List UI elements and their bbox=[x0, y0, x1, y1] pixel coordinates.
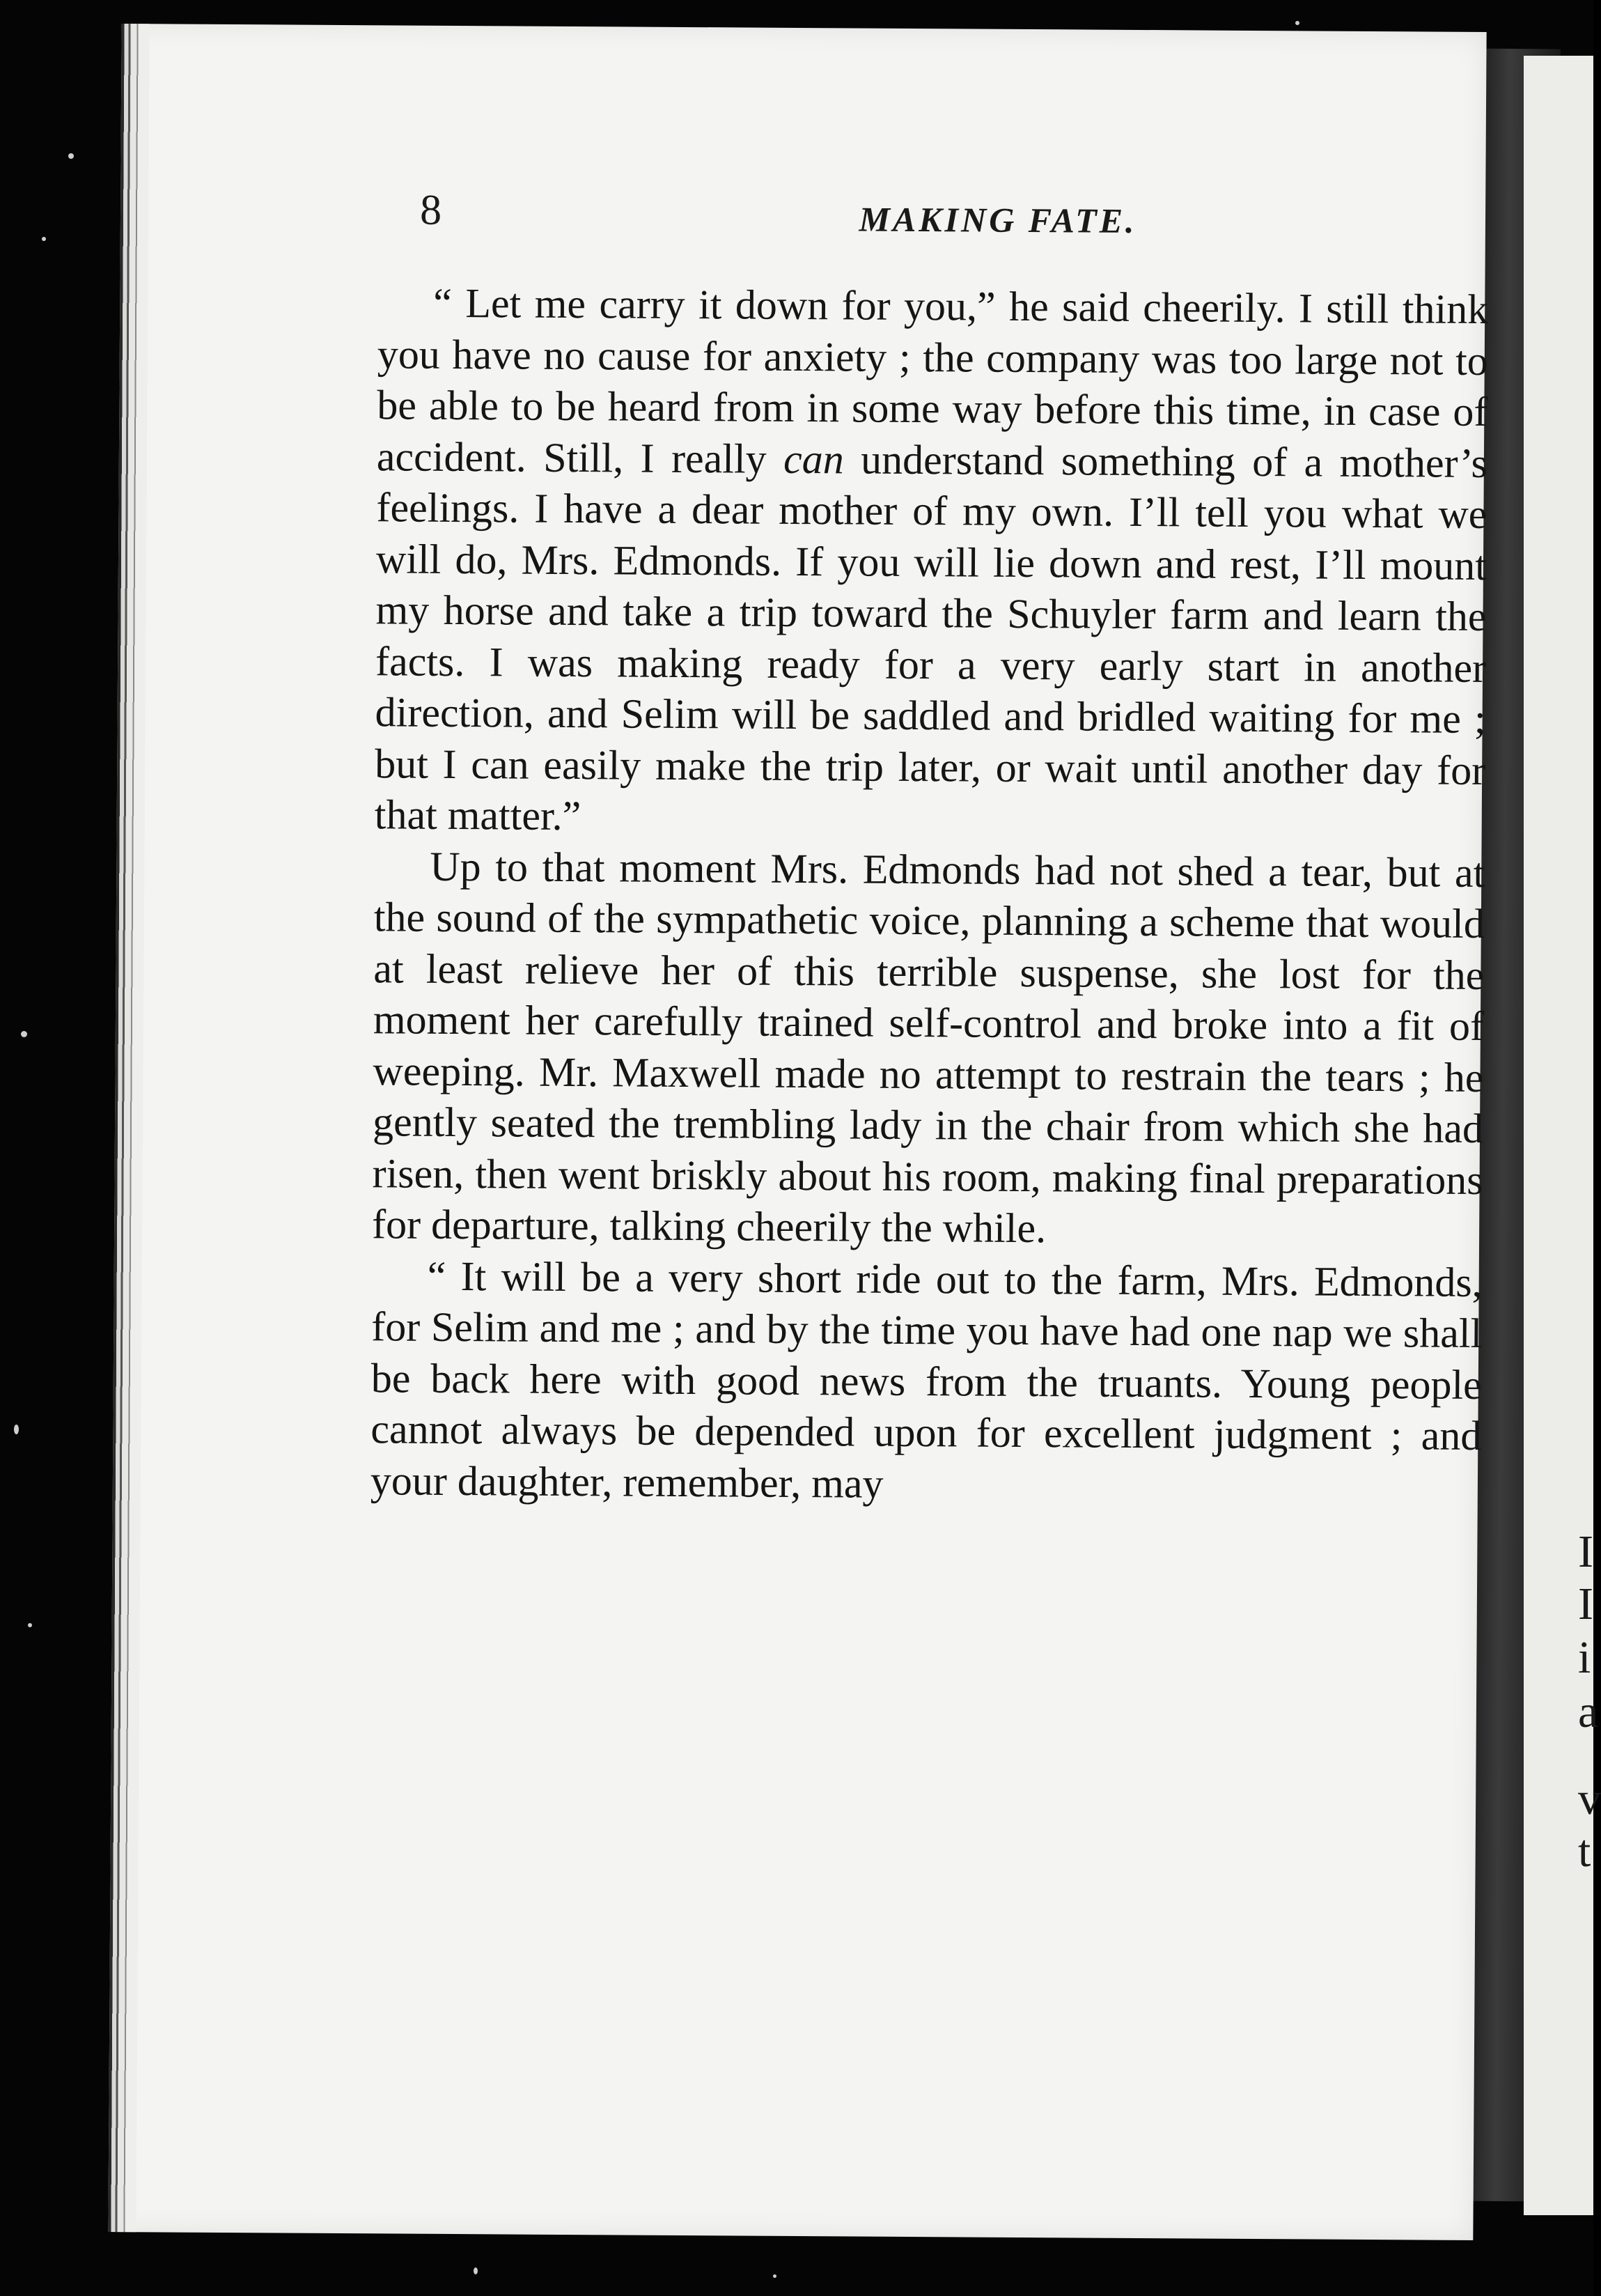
scan-speck bbox=[21, 1031, 27, 1037]
facing-page-fragment: v bbox=[1578, 1774, 1601, 1824]
paragraph-text: understand something of a mother’s feelings. I have a dear mother of my own. I’ll tell you what we will do, Mrs. Edmonds. If you will lie down and rest, I’ll mount my horse and take a trip toward the Schuyler farm and learn the facts. I was making ready for a very early start in another direction, and Selim will be saddled and bridled waiting for me ; but I can easily make the trip later, or wait until another day for that matter.” bbox=[374, 435, 1488, 839]
emphasized-word: can bbox=[783, 435, 844, 482]
paragraph: “ It will be a very short ride out to the farm, Mrs. Edmonds, for Selim and me ; and by the time you have had one nap we shall be back here with good news from the truants. Young people cannot always be depended upon for excellent judgment ; and your daughter, remember, may bbox=[370, 1252, 1483, 1507]
book-page bbox=[108, 24, 1489, 2240]
scan-speck bbox=[14, 1425, 19, 1434]
scan-speck bbox=[28, 1623, 32, 1627]
facing-page-fragment: I bbox=[1578, 1526, 1593, 1577]
scan-speck bbox=[1295, 21, 1299, 25]
facing-page-fragment: i bbox=[1578, 1632, 1591, 1683]
paragraph: Up to that moment Mrs. Edmonds had not shed a tear, but at the sound of the sympathetic voice, planning a scheme that would at least relieve her of this terrible suspense, she lost for the moment her carefully trained self-control and broke into a fit of weeping. Mr. Maxwell made no attempt to restrain the tears ; he gently seated the trembling lady in the chair from which she had risen, then went briskly about his room, making final preparations for departure, talking cheerily the while. bbox=[371, 843, 1485, 1252]
scan-speck bbox=[42, 237, 46, 241]
scan-speck bbox=[773, 2274, 776, 2278]
page-number: 8 bbox=[419, 186, 442, 234]
paragraph bbox=[375, 277, 1489, 847]
running-head: MAKING FATE. bbox=[859, 199, 1137, 240]
facing-page-edge bbox=[1524, 56, 1601, 2215]
facing-page-fragment: I bbox=[1578, 1578, 1593, 1629]
binding-edge bbox=[108, 24, 149, 2232]
scan-speck bbox=[474, 2267, 478, 2274]
scan-speck bbox=[68, 153, 74, 159]
facing-page-fragment: t bbox=[1578, 1826, 1591, 1877]
paragraph-text: “ Let me carry it down for you,” he said cheerily. I still think you have no cause for anxiety ; the company was too large not to be able to be heard from in some way before this time, in case of accident. Still, I really bbox=[376, 279, 1489, 482]
facing-page-fragment: a bbox=[1578, 1686, 1599, 1737]
body-text bbox=[370, 277, 1489, 1513]
